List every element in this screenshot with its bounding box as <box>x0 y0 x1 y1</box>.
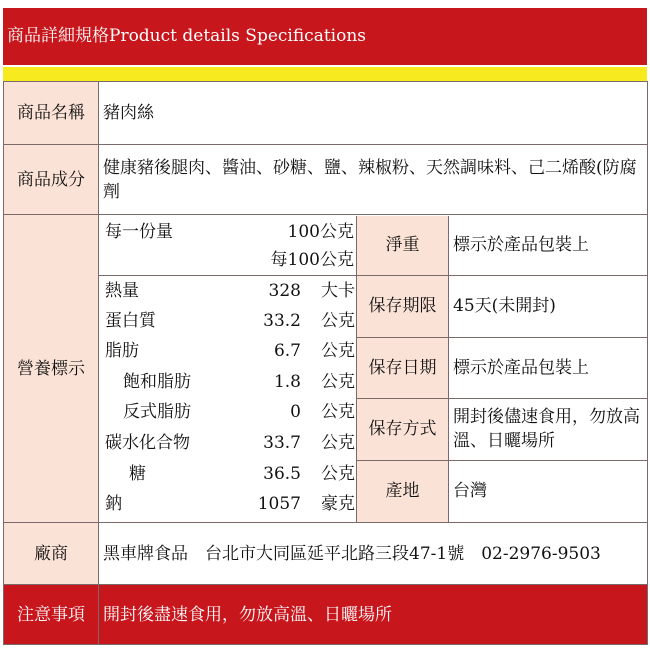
serving-label: 每一份量 <box>105 221 173 242</box>
nutrient-value: 6.7 <box>273 340 301 361</box>
product-name-value: 豬肉絲 <box>99 82 648 145</box>
nutrition-panel <box>99 215 648 523</box>
spec-table <box>3 81 648 645</box>
nutrient-unit: 公克 <box>321 371 355 392</box>
nutrient-name: 鈉 <box>105 493 122 514</box>
maker-label: 廠商 <box>4 523 99 585</box>
table-row <box>4 145 648 215</box>
list-item <box>99 336 357 366</box>
detail-value: 標示於產品包裝上 <box>453 235 589 255</box>
detail-row-shelf-life <box>357 276 648 338</box>
detail-value: 台灣 <box>453 481 487 501</box>
detail-row-net-weight <box>357 216 648 276</box>
nutrient-value: 1.8 <box>273 371 301 392</box>
ingredients-value: 健康豬後腿肉、醬油、砂糖、鹽、辣椒粉、天然調味料、己二烯酸(防腐劑 <box>99 145 648 215</box>
list-item <box>99 489 357 519</box>
nutrient-name: 碳水化合物 <box>105 432 190 453</box>
nutrient-value: 328 <box>268 280 301 301</box>
nutrient-value: 0 <box>290 401 301 422</box>
nutrient-value: 33.2 <box>263 310 301 331</box>
yellow-divider <box>3 67 647 81</box>
nutrient-name: 脂肪 <box>105 340 139 361</box>
list-item <box>99 428 357 458</box>
note-value: 開封後盡速食用，勿放高溫、日曬場所 <box>99 585 648 645</box>
detail-label: 保存期限 <box>357 276 449 337</box>
list-item <box>99 397 357 427</box>
product-name-label: 商品名稱 <box>4 82 99 145</box>
table-row <box>4 585 648 645</box>
nutrient-name: 糖 <box>129 463 146 484</box>
nutrient-list <box>99 276 357 522</box>
list-item <box>99 459 357 489</box>
nutrient-value: 1057 <box>257 493 301 514</box>
details-panel <box>357 216 648 522</box>
nutrient-unit: 豪克 <box>321 493 355 514</box>
nutrient-unit: 公克 <box>321 310 355 331</box>
maker-value: 黑車牌食品 台北市大同區延平北路三段47-1號 02-2976-9503 <box>99 523 648 585</box>
table-row <box>4 215 648 523</box>
detail-row-storage <box>357 399 648 461</box>
nutrient-value: 33.7 <box>263 432 301 453</box>
nutrient-unit: 公克 <box>321 340 355 361</box>
detail-value: 45天(未開封) <box>453 296 556 316</box>
detail-label: 產地 <box>357 461 449 522</box>
nutrient-value: 36.5 <box>263 463 301 484</box>
detail-label: 保存日期 <box>357 338 449 398</box>
note-label: 注意事項 <box>4 585 99 645</box>
nutrient-name: 飽和脂肪 <box>123 371 191 392</box>
list-item <box>99 367 357 397</box>
per-amount: 每100公克 <box>270 249 354 270</box>
nutrition-label: 營養標示 <box>4 215 99 523</box>
detail-row-origin <box>357 461 648 522</box>
page-title: 商品詳細規格Product details Specifications <box>3 8 647 65</box>
serving-block <box>99 216 357 276</box>
nutrient-unit: 公克 <box>321 432 355 453</box>
ingredients-label: 商品成分 <box>4 145 99 215</box>
list-item <box>99 306 357 336</box>
nutrient-unit: 公克 <box>321 401 355 422</box>
nutrient-name: 熱量 <box>105 280 139 301</box>
detail-row-expiry <box>357 338 648 399</box>
detail-value: 開封後儘速食用，勿放高溫、日曬場所 <box>453 407 640 451</box>
serving-amount: 100公克 <box>287 221 354 242</box>
detail-value: 標示於產品包裝上 <box>453 357 589 378</box>
detail-label: 淨重 <box>357 216 449 275</box>
table-row <box>4 523 648 585</box>
nutrient-name: 蛋白質 <box>105 310 156 331</box>
nutrient-unit: 公克 <box>321 463 355 484</box>
nutrient-name: 反式脂肪 <box>123 401 191 422</box>
detail-label: 保存方式 <box>357 399 449 460</box>
table-row <box>4 82 648 145</box>
nutrient-unit: 大卡 <box>321 280 355 301</box>
list-item <box>99 276 357 306</box>
